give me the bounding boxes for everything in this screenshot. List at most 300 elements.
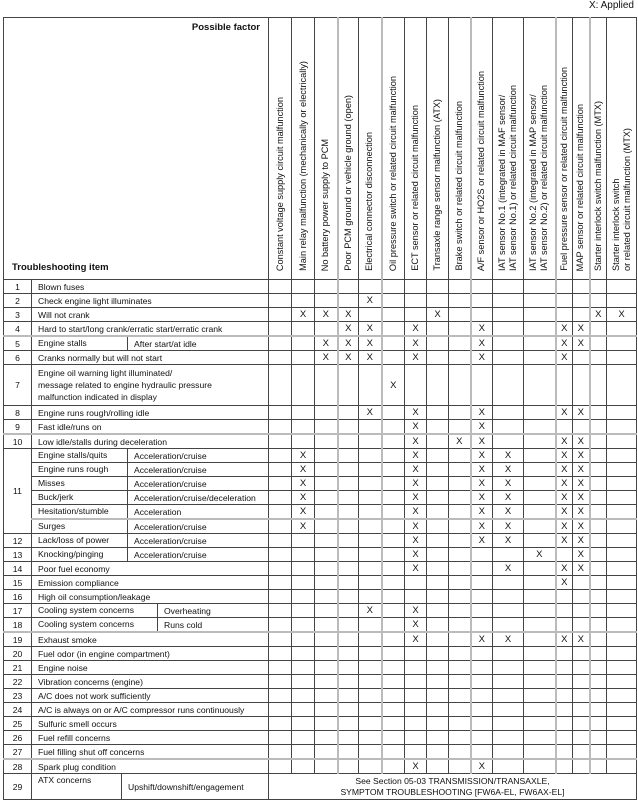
mark-cell (524, 632, 556, 647)
item-label: Will not crank (38, 309, 90, 320)
item-label: Cooling system concerns (32, 604, 158, 617)
mark-cell (315, 477, 338, 491)
mark-cell (449, 618, 471, 633)
mark-cell (315, 351, 338, 365)
mark-cell (573, 717, 590, 731)
mark-cell (405, 675, 427, 689)
applied-mark: X (412, 506, 419, 517)
mark-cell (493, 661, 524, 675)
mark-cell (315, 534, 338, 548)
factor-header (359, 18, 382, 280)
mark-cell (382, 562, 405, 576)
mark-cell (292, 534, 315, 548)
mark-cell (493, 434, 524, 449)
table-row (4, 604, 637, 618)
mark-cell (590, 351, 607, 365)
mark-cell (315, 505, 338, 520)
mark-cell (590, 336, 607, 351)
applied-mark: X (478, 407, 485, 418)
mark-cell (315, 632, 338, 647)
item-label: Misses (32, 477, 128, 490)
mark-cell (427, 731, 449, 745)
mark-cell (556, 731, 573, 745)
mark-cell (359, 449, 382, 463)
factor-header (292, 18, 315, 280)
mark-cell (556, 548, 573, 562)
applied-mark: X (561, 352, 568, 363)
table-row (4, 548, 637, 562)
mark-cell (292, 365, 315, 406)
applied-mark: X (577, 535, 584, 546)
factor-label: ECT sensor or related circuit malfunction (410, 105, 420, 271)
mark-cell (524, 576, 556, 590)
mark-cell (405, 463, 427, 477)
mark-cell (405, 548, 427, 562)
mark-cell (493, 294, 524, 308)
item-cell (32, 449, 269, 463)
item-split (32, 520, 268, 533)
mark-cell (556, 576, 573, 590)
item-cell (32, 647, 269, 661)
mark-cell (556, 420, 573, 435)
mark-cell (427, 689, 449, 703)
mark-cell (269, 717, 292, 731)
table-row (4, 618, 637, 633)
mark-cell (382, 336, 405, 351)
row-number: 27 (4, 745, 32, 760)
mark-cell (359, 491, 382, 505)
item-label: Sulfuric smell occurs (38, 718, 117, 729)
mark-cell (382, 759, 405, 774)
mark-cell (493, 406, 524, 420)
condition-label: After start/at idle (134, 338, 197, 349)
row-number: 22 (4, 675, 32, 689)
item-cell (32, 351, 269, 365)
mark-cell (449, 675, 471, 689)
mark-cell (573, 449, 590, 463)
mark-cell (359, 745, 382, 760)
mark-cell (382, 703, 405, 717)
mark-cell (338, 618, 359, 633)
mark-cell (449, 759, 471, 774)
applied-mark: X (412, 450, 419, 461)
applied-mark: X (504, 521, 512, 532)
mark-cell (427, 477, 449, 491)
applied-mark: X (577, 407, 584, 418)
mark-cell (607, 365, 637, 406)
factor-label: Fuel pressure sensor or related circuit malfunction (558, 67, 569, 271)
mark-cell (405, 434, 427, 449)
factor-header (382, 18, 405, 280)
condition-label: Overheating (164, 605, 211, 616)
mark-cell (573, 534, 590, 548)
mark-cell (359, 420, 382, 435)
row-number: 15 (4, 576, 32, 590)
item-split (32, 604, 268, 617)
mark-cell (590, 463, 607, 477)
mark-cell (573, 365, 590, 406)
mark-cell (556, 534, 573, 548)
item-cell (32, 548, 269, 562)
mark-cell (359, 351, 382, 365)
mark-cell (556, 675, 573, 689)
mark-cell (607, 647, 637, 661)
item-split (32, 477, 268, 490)
applied-mark: X (299, 450, 307, 461)
mark-cell (607, 632, 637, 647)
mark-cell (449, 491, 471, 505)
table-row (4, 534, 637, 548)
mark-cell (338, 308, 359, 322)
table-row (4, 703, 637, 717)
condition-label: Acceleration/cruise/deceleration (134, 492, 256, 503)
mark-cell (405, 745, 427, 760)
mark-cell (556, 477, 573, 491)
mark-cell (493, 477, 524, 491)
mark-cell (359, 434, 382, 449)
mark-cell (471, 548, 493, 562)
mark-cell (590, 534, 607, 548)
applied-mark: X (577, 450, 584, 461)
mark-cell (573, 632, 590, 647)
mark-cell (292, 632, 315, 647)
mark-cell (573, 420, 590, 435)
mark-cell (315, 548, 338, 562)
mark-cell (405, 759, 427, 774)
applied-mark: X (366, 352, 373, 363)
mark-cell (427, 647, 449, 661)
mark-cell (471, 336, 493, 351)
mark-cell (382, 322, 405, 337)
mark-cell (292, 576, 315, 590)
mark-cell (607, 491, 637, 505)
mark-cell (427, 519, 449, 534)
factor-label: Poor PCM ground or vehicle ground (open) (342, 95, 353, 271)
mark-cell (449, 534, 471, 548)
mark-cell (359, 463, 382, 477)
row-number: 5 (4, 336, 32, 351)
mark-cell (338, 548, 359, 562)
header-corner (4, 18, 269, 280)
mark-cell (382, 365, 405, 406)
see-section-note: See Section 05-03 TRANSMISSION/TRANSAXLE, SYMPTOM TROUBLESHOOTING [FW6A-EL, FW6AX-EL] (269, 774, 637, 800)
mark-cell (382, 590, 405, 604)
mark-cell (493, 548, 524, 562)
mark-cell (524, 759, 556, 774)
mark-cell (405, 519, 427, 534)
mark-cell (382, 519, 405, 534)
mark-cell (449, 280, 471, 294)
mark-cell (449, 308, 471, 322)
row-number: 4 (4, 322, 32, 337)
applied-mark: X (478, 506, 485, 517)
item-cell (32, 604, 269, 618)
applied-mark: X (577, 436, 584, 447)
table-row (4, 365, 637, 406)
mark-cell (493, 351, 524, 365)
row-number: 17 (4, 604, 32, 618)
mark-cell (315, 717, 338, 731)
mark-cell (292, 661, 315, 675)
mark-cell (524, 745, 556, 760)
mark-cell (315, 745, 338, 760)
table-row (4, 491, 637, 505)
mark-cell (359, 632, 382, 647)
applied-mark: X (577, 563, 584, 574)
applied-mark: X (299, 521, 307, 532)
mark-cell (607, 477, 637, 491)
mark-cell (607, 576, 637, 590)
mark-cell (573, 731, 590, 745)
mark-cell (292, 703, 315, 717)
item-cell (32, 365, 269, 406)
mark-cell (471, 689, 493, 703)
item-label: Fuel odor (in engine compartment) (38, 648, 170, 659)
item-cell (32, 308, 269, 322)
mark-cell (556, 618, 573, 633)
mark-cell (292, 308, 315, 322)
item-split (32, 774, 268, 799)
applied-mark: X (412, 436, 419, 447)
mark-cell (382, 717, 405, 731)
applied-mark: X (478, 634, 485, 645)
mark-cell (556, 449, 573, 463)
mark-cell (382, 647, 405, 661)
applied-mark: X (504, 634, 512, 645)
applied-mark: X (412, 352, 419, 363)
mark-cell (405, 647, 427, 661)
mark-cell (292, 449, 315, 463)
mark-cell (471, 618, 493, 633)
legend: X: Applied (588, 0, 634, 11)
mark-cell (292, 548, 315, 562)
applied-mark: X (299, 506, 307, 517)
mark-cell (315, 618, 338, 633)
mark-cell (405, 280, 427, 294)
mark-cell (493, 519, 524, 534)
table-row (4, 463, 637, 477)
mark-cell (493, 675, 524, 689)
item-label: Poor fuel economy (38, 563, 110, 574)
mark-cell (556, 505, 573, 520)
mark-cell (427, 745, 449, 760)
mark-cell (405, 703, 427, 717)
mark-cell (427, 322, 449, 337)
mark-cell (607, 618, 637, 633)
mark-cell (292, 562, 315, 576)
mark-cell (607, 322, 637, 337)
mark-cell (449, 647, 471, 661)
mark-cell (449, 632, 471, 647)
item-label: Spark plug condition (38, 761, 116, 772)
mark-cell (493, 618, 524, 633)
row-number: 24 (4, 703, 32, 717)
mark-cell (405, 576, 427, 590)
mark-cell (269, 519, 292, 534)
item-cell (32, 336, 269, 351)
mark-cell (315, 308, 338, 322)
mark-cell (607, 661, 637, 675)
mark-cell (573, 463, 590, 477)
factor-header (493, 18, 524, 280)
mark-cell (573, 562, 590, 576)
applied-mark: X (561, 407, 568, 418)
mark-cell (292, 477, 315, 491)
mark-cell (524, 618, 556, 633)
mark-cell (292, 434, 315, 449)
mark-cell (590, 505, 607, 520)
mark-cell (338, 717, 359, 731)
mark-cell (427, 618, 449, 633)
applied-mark: X (345, 309, 352, 320)
mark-cell (573, 322, 590, 337)
mark-cell (359, 647, 382, 661)
mark-cell (338, 703, 359, 717)
mark-cell (493, 689, 524, 703)
mark-cell (338, 519, 359, 534)
mark-cell (427, 406, 449, 420)
condition-label: Upshift/downshift/engagement (128, 781, 244, 792)
mark-cell (493, 745, 524, 760)
mark-cell (292, 759, 315, 774)
mark-cell (449, 477, 471, 491)
mark-cell (292, 745, 315, 760)
mark-cell (607, 336, 637, 351)
factor-label: IAT sensor No.2 (integrated in MAP sensor/ IAT sensor No.2) or related circuit malfunction (528, 84, 550, 271)
mark-cell (315, 590, 338, 604)
item-cell (32, 717, 269, 731)
row-number: 14 (4, 562, 32, 576)
mark-cell (493, 703, 524, 717)
mark-cell (427, 280, 449, 294)
mark-cell (292, 280, 315, 294)
possible-factor-label: Possible factor (191, 22, 260, 33)
mark-cell (405, 534, 427, 548)
factor-header (449, 18, 471, 280)
table-row (4, 689, 637, 703)
mark-cell (427, 420, 449, 435)
applied-mark: X (577, 549, 584, 560)
mark-cell (607, 294, 637, 308)
mark-cell (338, 406, 359, 420)
mark-cell (315, 365, 338, 406)
mark-cell (338, 505, 359, 520)
mark-cell (524, 322, 556, 337)
item-label: A/C does not work sufficiently (38, 690, 151, 701)
mark-cell (573, 351, 590, 365)
mark-cell (493, 491, 524, 505)
mark-cell (524, 434, 556, 449)
mark-cell (556, 703, 573, 717)
applied-mark: X (299, 464, 307, 475)
item-cell (32, 759, 269, 774)
mark-cell (449, 562, 471, 576)
mark-cell (573, 505, 590, 520)
mark-cell (292, 689, 315, 703)
mark-cell (269, 406, 292, 420)
mark-cell (382, 280, 405, 294)
mark-cell (573, 548, 590, 562)
mark-cell (359, 604, 382, 618)
mark-cell (493, 717, 524, 731)
mark-cell (449, 294, 471, 308)
mark-cell (524, 280, 556, 294)
item-cell (32, 632, 269, 647)
mark-cell (556, 280, 573, 294)
mark-cell (269, 477, 292, 491)
mark-cell (292, 322, 315, 337)
mark-cell (315, 280, 338, 294)
mark-cell (590, 675, 607, 689)
row-number: 6 (4, 351, 32, 365)
table-row (4, 590, 637, 604)
mark-cell (292, 647, 315, 661)
mark-cell (449, 689, 471, 703)
mark-cell (556, 661, 573, 675)
mark-cell (590, 745, 607, 760)
mark-cell (573, 590, 590, 604)
mark-cell (315, 434, 338, 449)
mark-cell (524, 604, 556, 618)
mark-cell (359, 308, 382, 322)
row-number: 29 (4, 774, 32, 800)
mark-cell (315, 420, 338, 435)
mark-cell (590, 647, 607, 661)
item-cell (32, 703, 269, 717)
mark-cell (449, 336, 471, 351)
condition-label: Acceleration/cruise (134, 464, 207, 475)
mark-cell (573, 759, 590, 774)
applied-mark: X (577, 506, 584, 517)
condition-label: Acceleration/cruise (134, 549, 207, 560)
factor-header (315, 18, 338, 280)
mark-cell (427, 632, 449, 647)
mark-cell (607, 519, 637, 534)
mark-cell (524, 689, 556, 703)
factor-label: Brake switch or related circuit malfunction (453, 101, 464, 271)
mark-cell (338, 420, 359, 435)
item-cell (32, 590, 269, 604)
mark-cell (359, 336, 382, 351)
mark-cell (493, 534, 524, 548)
row-number: 25 (4, 717, 32, 731)
mark-cell (292, 420, 315, 435)
item-cell (32, 491, 269, 505)
applied-mark: X (478, 521, 485, 532)
mark-cell (405, 562, 427, 576)
applied-mark: X (412, 464, 419, 475)
mark-cell (524, 534, 556, 548)
mark-cell (590, 576, 607, 590)
applied-mark: X (478, 436, 485, 447)
mark-cell (449, 576, 471, 590)
mark-cell (405, 365, 427, 406)
mark-cell (382, 463, 405, 477)
table-row (4, 562, 637, 576)
table-row (4, 336, 637, 351)
item-cell (32, 434, 269, 449)
mark-cell (607, 463, 637, 477)
applied-mark: X (536, 549, 543, 560)
applied-mark: X (412, 619, 419, 630)
item-cell (32, 406, 269, 420)
mark-cell (493, 604, 524, 618)
mark-cell (556, 632, 573, 647)
mark-cell (405, 717, 427, 731)
item-split (32, 337, 268, 350)
item-cell (32, 731, 269, 745)
item-cell (32, 618, 269, 633)
